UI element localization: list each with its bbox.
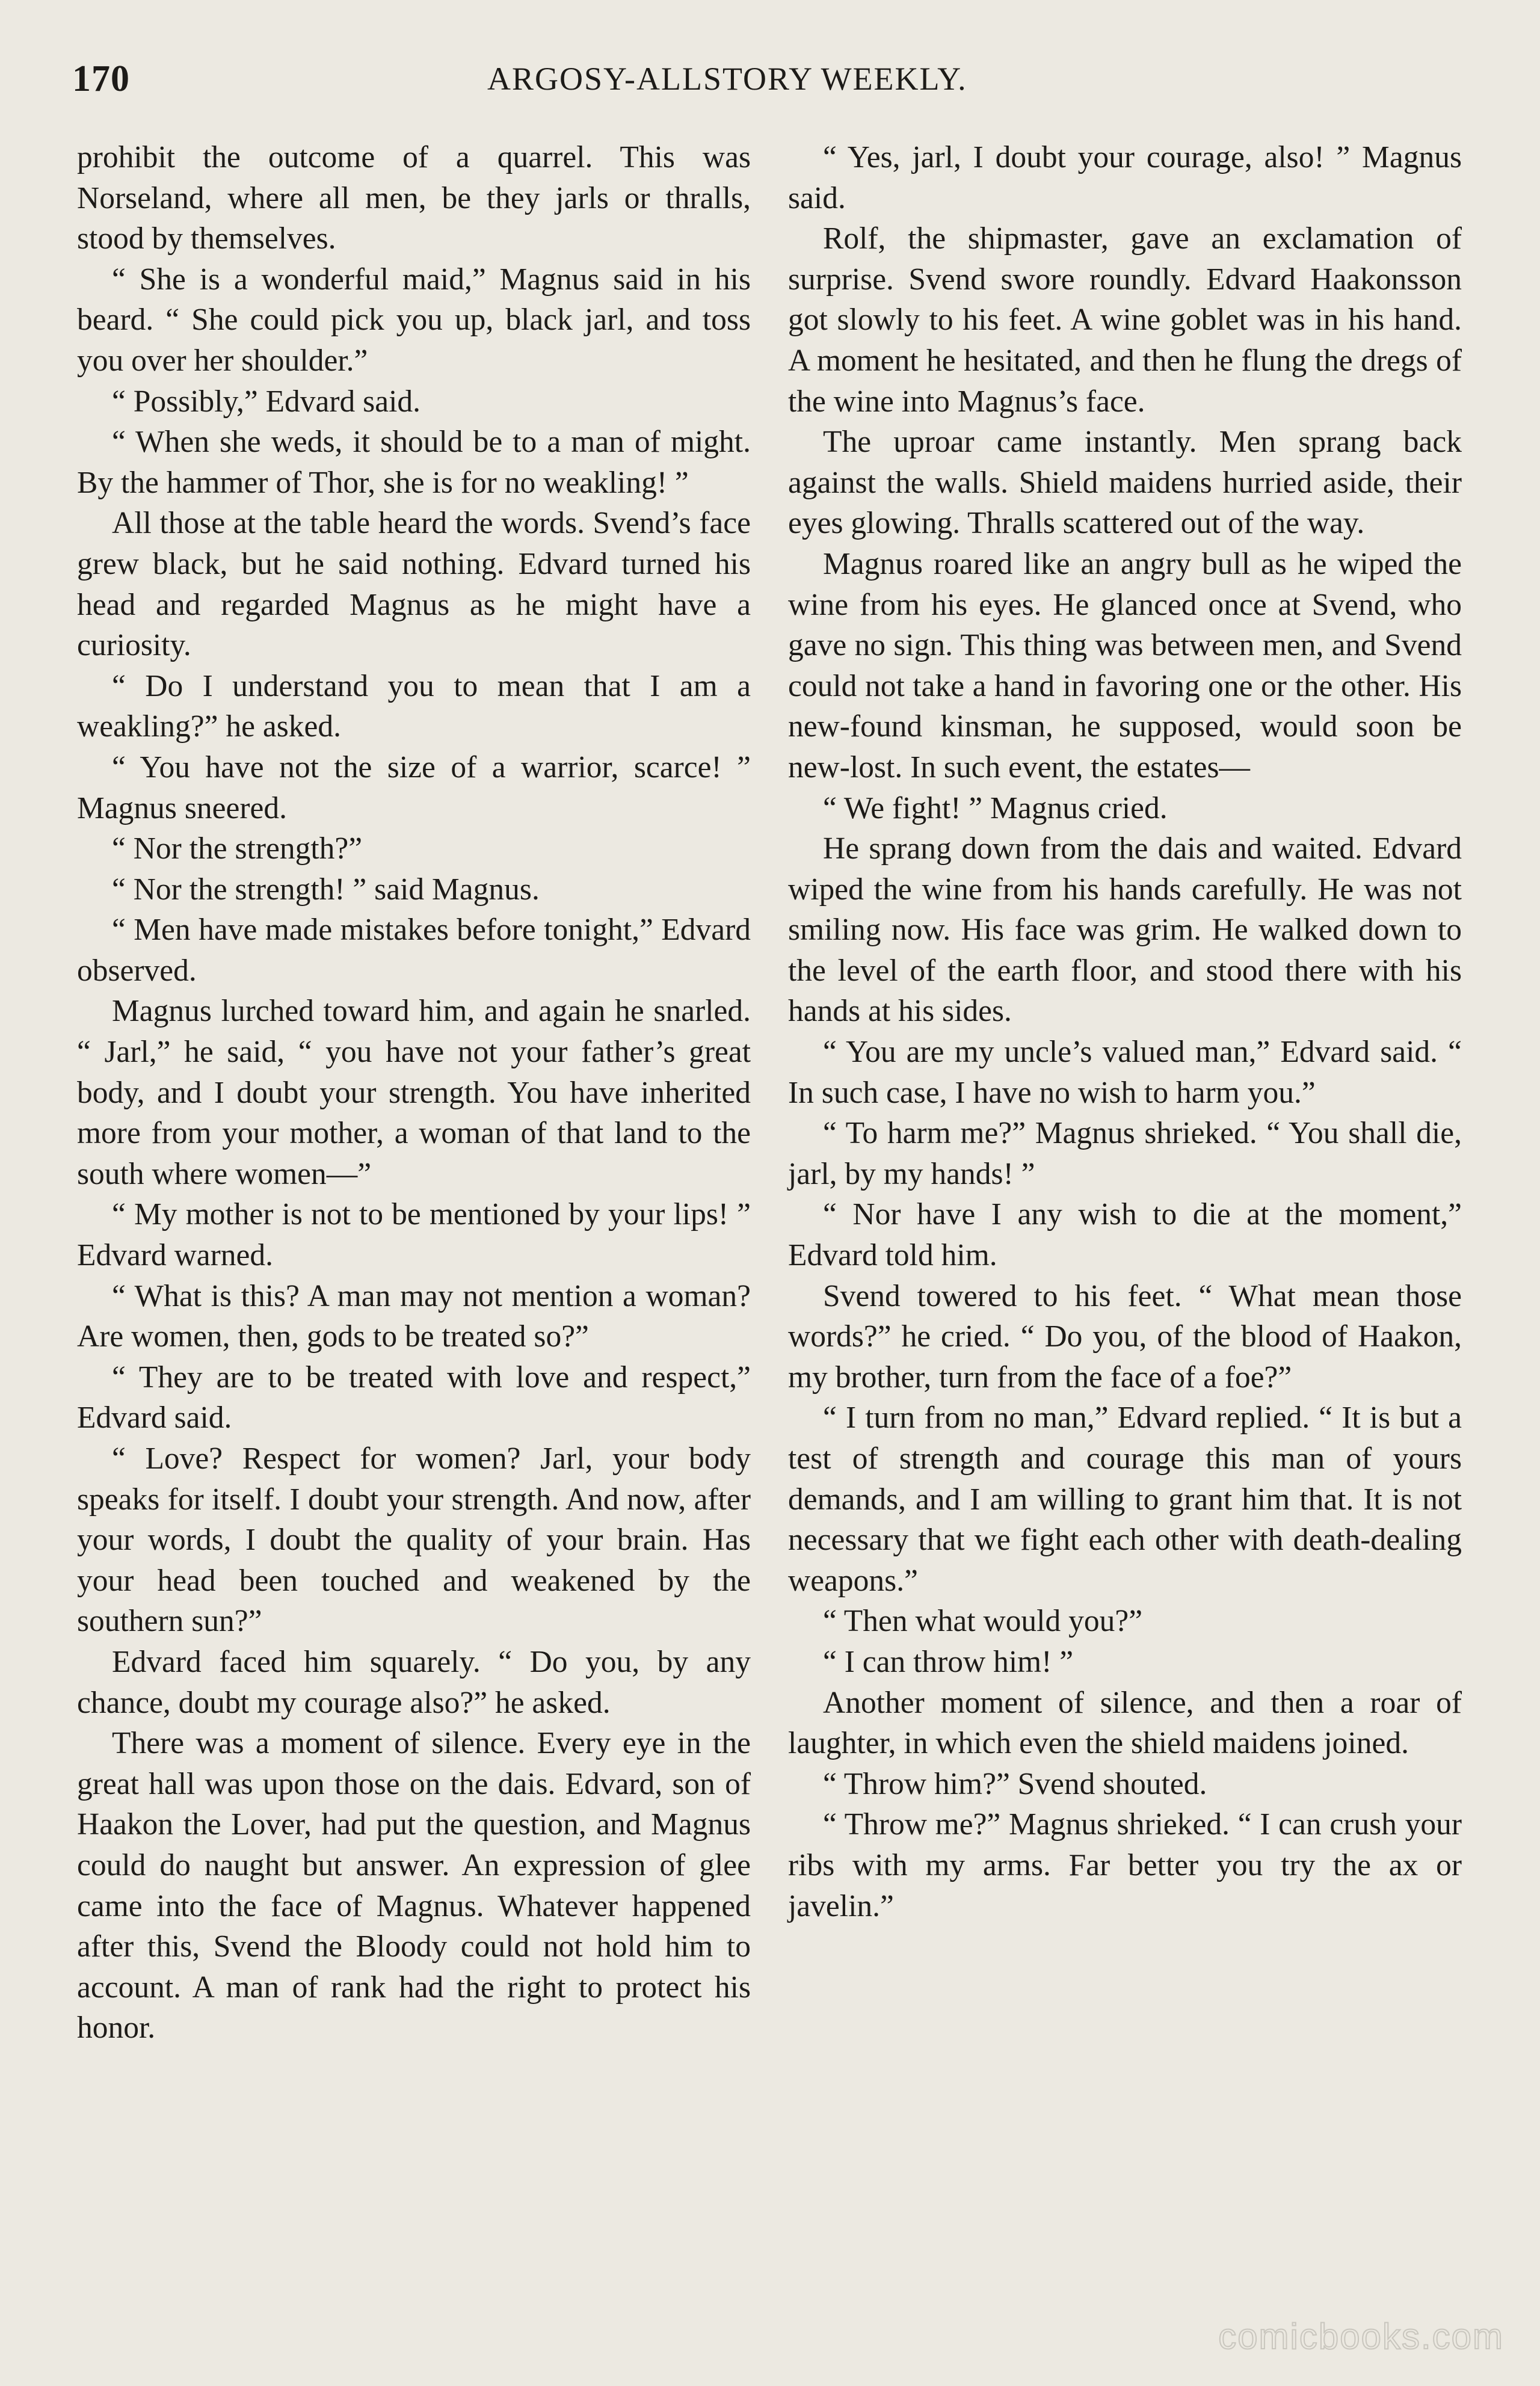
paragraph: “ Yes, jarl, I doubt your courage, also! ” Magnus said. bbox=[788, 140, 1462, 215]
paragraph: Edvard faced him squarely. “ Do you, by any chance, doubt my courage also?” he asked. bbox=[77, 1644, 751, 1720]
paragraph: “ My mother is not to be mentioned by your lips! ” Edvard warned. bbox=[77, 1197, 751, 1273]
paragraph: Magnus roared like an angry bull as he wiped the wine from his eyes. He glanced once at Svend, who gave no sign. This thing was between men, and Svend could not take a hand in favoring one or the other. His new-found kinsman, he supposed, would soon be new-lost. In such event, the estates— bbox=[788, 546, 1462, 785]
paragraph: “ You are my uncle’s valued man,” Edvard said. “ In such case, I have no wish to harm you.” bbox=[788, 1035, 1462, 1110]
paragraph: Svend towered to his feet. “ What mean those words?” he cried. “ Do you, of the blood of Haakon, my brother, turn from the face of a foe?” bbox=[788, 1278, 1462, 1395]
paragraph: “ I turn from no man,” Edvard replied. “ It is but a test of strength and courage this man of yours demands, and I am willing to grant him that. It is not necessary that we fight each other with death-dealing weapons.” bbox=[788, 1401, 1462, 1598]
running-title: ARGOSY-ALLSTORY WEEKLY. bbox=[487, 61, 967, 97]
paragraph: prohibit the outcome of a quarrel. This was Norseland, where all men, be they jarls or thralls, stood by themselves. bbox=[77, 140, 751, 256]
paragraph: “ What is this? A man may not mention a woman? Are women, then, gods to be treated so?” bbox=[77, 1278, 751, 1354]
paragraph: The uproar came instantly. Men sprang back against the walls. Shield maidens hurried aside, their eyes glowing. Thralls scattered out of the way. bbox=[788, 425, 1462, 541]
paragraph: There was a moment of silence. Every eye in the great hall was upon those on the dais. Edvard, son of Haakon the Lover, had put the question, and Magnus could do naught but answer. An expression of glee came into the face of Magnus. Whatever happened after this, Svend the Bloody could not hold him to account. A man of rank had the right to protect his honor. bbox=[77, 1726, 751, 2045]
paragraph: “ Nor the strength?” bbox=[112, 831, 363, 866]
paragraph: “ Men have made mistakes before tonight,” Edvard observed. bbox=[77, 913, 751, 988]
paragraph: Rolf, the shipmaster, gave an exclamation of surprise. Svend swore roundly. Edvard Haakonsson got slowly to his feet. A wine goblet was in his hand. A moment he hesitated, and then he flung the dregs of the wine into Magnus’s face. bbox=[788, 221, 1462, 419]
paragraph: “ Throw me?” Magnus shrieked. “ I can crush your ribs with my arms. Far better you try the ax or javelin.” bbox=[788, 1807, 1462, 1923]
paragraph: “ Love? Respect for women? Jarl, your body speaks for itself. I doubt your strength. And now, after your words, I doubt the quality of your brain. Has your head been touched and weakened by the southern sun?” bbox=[77, 1441, 751, 1639]
right-column bbox=[788, 137, 1462, 1926]
paragraph: “ They are to be treated with love and respect,” Edvard said. bbox=[77, 1360, 751, 1435]
paragraph: “ When she weds, it should be to a man of might. By the hammer of Thor, she is for no weakling! ” bbox=[77, 425, 751, 500]
paragraph: Magnus lurched toward him, and again he snarled. “ Jarl,” he said, “ you have not your father’s great body, and I doubt your strength. You have inherited more from your mother, a woman of that land to the south where women—” bbox=[77, 994, 751, 1191]
paragraph: “ Do I understand you to mean that I am a weakling?” he asked. bbox=[77, 668, 751, 744]
paragraph: Another moment of silence, and then a roar of laughter, in which even the shield maidens joined. bbox=[788, 1685, 1462, 1761]
paragraph: “ We fight! ” Magnus cried. bbox=[823, 791, 1168, 825]
watermark: comicbooks.com bbox=[1218, 2316, 1504, 2357]
paragraph: “ To harm me?” Magnus shrieked. “ You shall die, jarl, by my hands! ” bbox=[788, 1116, 1462, 1191]
paragraph: He sprang down from the dais and waited. Edvard wiped the wine from his hands carefully. He was not smiling now. His face was grim. He walked down to the level of the earth floor, and stood there with his hands at his sides. bbox=[788, 831, 1462, 1029]
page-header bbox=[72, 58, 1059, 112]
paragraph: “ She is a wonderful maid,” Magnus said in his beard. “ She could pick you up, black jarl, and toss you over her shoulder.” bbox=[77, 262, 751, 378]
paragraph: “ Nor the strength! ” said Magnus. bbox=[112, 872, 540, 907]
paragraph: “ Then what would you?” bbox=[823, 1604, 1143, 1639]
paragraph: All those at the table heard the words. Svend’s face grew black, but he said nothing. Edvard turned his head and regarded Magnus as he might have a curiosity. bbox=[77, 506, 751, 663]
paragraph: “ I can throw him! ” bbox=[823, 1644, 1074, 1679]
paragraph: “ You have not the size of a warrior, scarce! ” Magnus sneered. bbox=[77, 750, 751, 825]
page-number: 170 bbox=[72, 58, 130, 99]
left-column bbox=[77, 137, 751, 2048]
paragraph: “ Throw him?” Svend shouted. bbox=[823, 1766, 1207, 1801]
paragraph: “ Possibly,” Edvard said. bbox=[112, 384, 421, 419]
paragraph: “ Nor have I any wish to die at the moment,” Edvard told him. bbox=[788, 1197, 1462, 1273]
